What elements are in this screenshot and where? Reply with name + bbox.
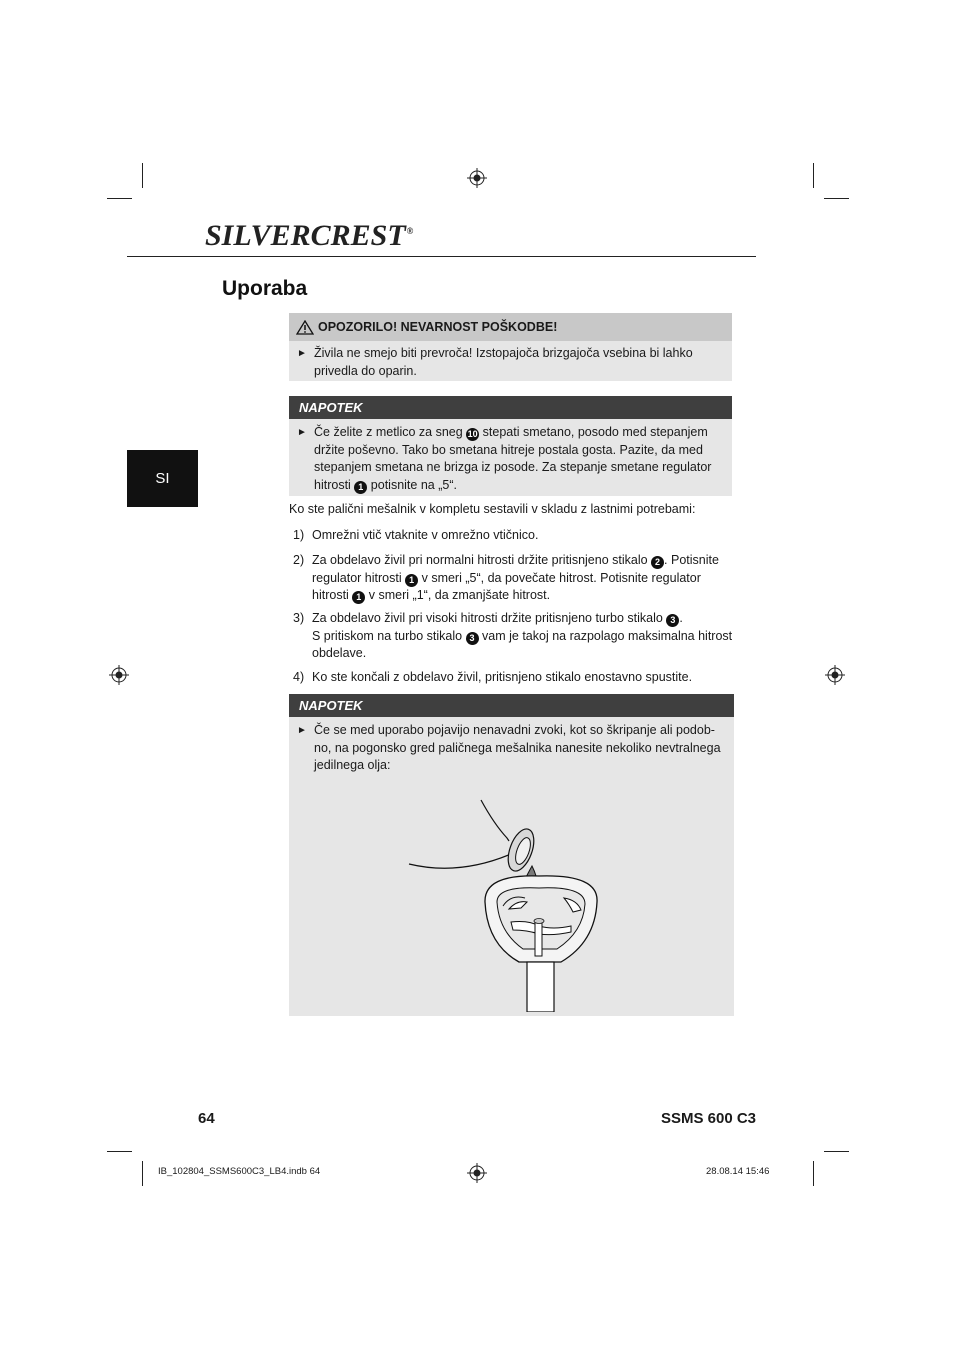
- part-ref-badge: 3: [666, 614, 679, 627]
- crop-mark: [824, 198, 849, 199]
- crop-mark: [107, 1151, 132, 1152]
- crop-mark: [813, 1161, 814, 1186]
- language-tab: SI: [127, 450, 198, 507]
- note-item: ► Če se med uporabo pojavijo nenavadni zvoki, kot so škripanje ali podob- no, na pogonsko gred paličnega mešalnika nanesite nekoliko nevtralnega jedilnega olja:: [297, 723, 721, 772]
- step-item: 4) Ko ste končali z obdelavo živil, pritisnjeno stikalo enostavno spustite.: [293, 670, 693, 684]
- part-ref-badge: 10: [467, 429, 478, 439]
- warning-triangle-icon: [296, 320, 314, 335]
- intro-text: Ko ste palični mešalnik v kompletu sestavili v skladu z lastnimi potrebami:: [289, 502, 696, 516]
- step-item: 3) Za obdelavo živil pri visoki hitrosti držite pritisnjeno turbo stikalo 3 . S pritiskom na turbo stikalo 3 vam je takoj na razpolago maksimalna hitrost obdelave.: [293, 611, 733, 660]
- part-ref-badge: 1: [354, 481, 367, 494]
- part-ref-badge: 1: [405, 574, 418, 587]
- part-ref-badge: 1: [352, 591, 365, 604]
- registration-mark-icon: [109, 665, 129, 685]
- crop-mark: [813, 163, 814, 188]
- bullet-arrow-icon: ►: [297, 725, 307, 736]
- step-item: 2) Za obdelavo živil pri normalni hitrosti držite pritisnjeno stikalo 2 . Potisnite regulator hitrosti 1 v smeri „5“, da povečate hitrost. Potisnite regulator hitrosti 1 v smeri „1“, da zmanjšate hitrost.: [293, 553, 719, 602]
- registration-mark-icon: [467, 1163, 487, 1183]
- note-item: ► Če želite z metlico za sneg 10 stepati smetano, posodo med stepanjem držite poševno. Tako bo smetana hitreje postala gosta. Pazite, da med stepanjem smetana ne brizga iz posode. Za stepanje smetane regulator hitrosti 1 potisnite na „5“.: [297, 425, 712, 492]
- part-ref-badge: 3: [466, 632, 479, 645]
- note-box: [289, 396, 732, 496]
- slug-file: IB_102804_SSMS600C3_LB4.indb 64: [158, 1166, 321, 1177]
- model-number: SSMS 600 C3: [660, 1110, 756, 1127]
- crop-mark: [824, 1151, 849, 1152]
- page-title: Uporaba: [222, 277, 308, 300]
- crop-mark: [142, 163, 143, 188]
- part-ref-badge: 2: [651, 556, 664, 569]
- bullet-arrow-icon: ►: [297, 427, 307, 438]
- slug-date: 28.08.14 15:46: [706, 1166, 770, 1177]
- warning-title: OPOZORILO! NEVARNOST POŠKODBE!: [318, 320, 558, 334]
- warning-item: ► Živila ne smejo biti prevroča! Izstopajoča brizgajoča vsebina bi lahko privedla do oparin.: [297, 346, 693, 378]
- warning-header: [289, 313, 732, 341]
- registration-mark-icon: [467, 168, 487, 188]
- note-box: [289, 694, 734, 1016]
- step-item: 1) Omrežni vtič vtaknite v omrežno vtičnico.: [293, 528, 539, 542]
- header-rule: [127, 256, 756, 257]
- brand-logo: SILVERCREST®: [205, 219, 414, 252]
- note-header: NAPOTEK: [289, 694, 734, 717]
- oil-on-blender-shaft-illustration: [399, 794, 629, 1012]
- crop-mark: [107, 198, 132, 199]
- bullet-arrow-icon: ►: [297, 348, 307, 359]
- page-number: 64: [198, 1110, 215, 1127]
- crop-mark: [142, 1161, 143, 1186]
- registration-mark-icon: [825, 665, 845, 685]
- note-header: NAPOTEK: [289, 396, 732, 419]
- warning-box: [289, 313, 732, 381]
